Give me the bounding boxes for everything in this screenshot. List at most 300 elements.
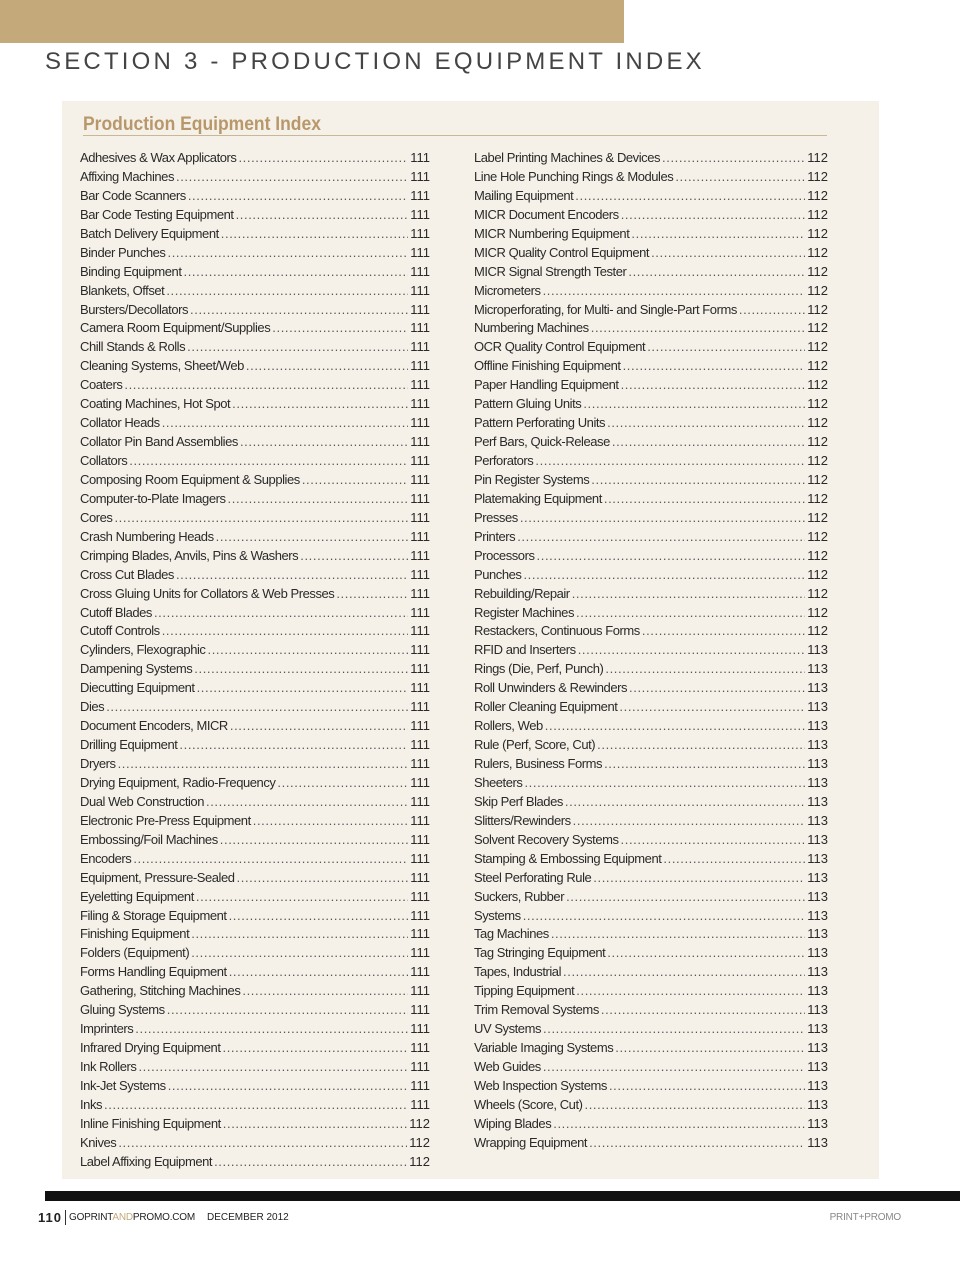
- index-entry: [474, 1115, 828, 1134]
- entry-name: Affixing Machines: [80, 168, 174, 184]
- entry-name: Encoders: [80, 850, 132, 866]
- entry-name: Document Encoders, MICR: [80, 718, 228, 734]
- title-rule: [83, 135, 827, 136]
- entry-page: 112: [807, 301, 828, 317]
- dot-leader: [739, 301, 805, 320]
- entry-page: 113: [807, 642, 828, 658]
- footer-separator: [65, 1210, 66, 1225]
- entry-page: 112: [807, 187, 828, 203]
- entry-page: 112: [409, 1153, 430, 1169]
- entry-name: Collators: [80, 453, 128, 468]
- index-entry: [474, 395, 828, 414]
- entry-page: 113: [807, 1134, 828, 1150]
- entry-page: 111: [410, 434, 430, 450]
- entry-name: Perforators: [474, 453, 534, 468]
- entry-name: Eyeletting Equipment: [80, 888, 194, 904]
- entry-page: 111: [410, 453, 430, 468]
- index-entry: [474, 925, 828, 944]
- index-entry: [80, 1020, 430, 1039]
- entry-page: 113: [807, 888, 828, 904]
- entry-page: 111: [410, 983, 430, 999]
- entry-name: Crash Numbering Heads: [80, 528, 214, 544]
- entry-name: Pin Register Systems: [474, 471, 590, 487]
- entry-name: Pattern Perforating Units: [474, 415, 606, 431]
- index-entry: [80, 547, 430, 566]
- dot-leader: [167, 1001, 409, 1020]
- index-entry: [80, 1001, 430, 1020]
- index-entry: [80, 812, 430, 831]
- entry-name: Electronic Pre-Press Equipment: [80, 812, 251, 828]
- entry-name: UV Systems: [474, 1021, 542, 1037]
- entry-name: MICR Signal Strength Tester: [474, 263, 627, 279]
- dot-leader: [214, 1153, 407, 1172]
- entry-page: 113: [807, 1096, 828, 1112]
- entry-page: 112: [807, 490, 828, 506]
- dot-leader: [168, 1077, 409, 1096]
- entry-page: 113: [807, 831, 828, 847]
- entry-page: 113: [807, 945, 828, 961]
- entry-page: 112: [807, 585, 828, 601]
- entry-name: Cores: [80, 509, 113, 525]
- entry-name: Micrometers: [474, 282, 541, 298]
- dot-leader: [621, 831, 806, 850]
- entry-page: 113: [807, 1077, 828, 1093]
- dot-leader: [162, 622, 409, 641]
- index-entry: [474, 528, 828, 547]
- index-entry: [80, 282, 430, 301]
- index-entry: [474, 982, 828, 1001]
- entry-name: Label Printing Machines & Devices: [474, 150, 661, 165]
- index-entry: [80, 963, 430, 982]
- entry-page: 113: [807, 718, 828, 734]
- entry-page: 111: [410, 471, 430, 487]
- entry-name: Microperforating, for Multi- and Single-Part Forms: [474, 301, 737, 317]
- index-entry: [80, 679, 430, 698]
- entry-page: 113: [807, 907, 828, 923]
- entry-name: Punches: [474, 566, 522, 582]
- index-entry: [80, 395, 430, 414]
- index-entry: [80, 622, 430, 641]
- index-entry: [80, 925, 430, 944]
- index-entry: [80, 793, 430, 812]
- dot-leader: [230, 717, 408, 736]
- page-number: 110: [38, 1210, 62, 1225]
- dot-leader: [604, 490, 805, 509]
- index-entry: [80, 1039, 430, 1058]
- entry-page: 111: [410, 793, 430, 809]
- site-url-suffix: PROMO.COM: [132, 1212, 196, 1223]
- entry-page: 111: [410, 566, 430, 582]
- entry-page: 111: [410, 1021, 430, 1037]
- dot-leader: [253, 812, 408, 831]
- dot-leader: [124, 376, 408, 395]
- entry-page: 111: [410, 168, 430, 184]
- entry-name: Bar Code Scanners: [80, 187, 186, 203]
- entry-name: Rollers, Web: [474, 718, 543, 734]
- entry-name: Rulers, Business Forms: [474, 756, 603, 771]
- entry-page: 111: [410, 661, 430, 677]
- index-column-left: [80, 149, 430, 1172]
- dot-leader: [631, 225, 805, 244]
- entry-page: 112: [807, 150, 828, 165]
- entry-page: 111: [410, 926, 430, 942]
- entry-name: Tag Stringing Equipment: [474, 945, 606, 961]
- entry-name: Tapes, Industrial: [474, 964, 562, 980]
- entry-name: Drilling Equipment: [80, 737, 178, 753]
- index-entry: [80, 263, 430, 282]
- entry-name: Computer-to-Plate Imagers: [80, 490, 226, 506]
- index-entry: [474, 679, 828, 698]
- entry-page: 111: [410, 1002, 430, 1018]
- entry-page: 111: [410, 1059, 430, 1074]
- entry-page: 112: [409, 1115, 430, 1131]
- entry-name: Cutoff Controls: [80, 623, 160, 639]
- entry-name: Inks: [80, 1096, 103, 1112]
- dot-leader: [228, 490, 409, 509]
- entry-name: Stamping & Embossing Equipment: [474, 850, 662, 866]
- index-entry: [80, 1153, 430, 1172]
- entry-page: 112: [807, 415, 828, 431]
- entry-page: 112: [807, 396, 828, 412]
- index-entry: [474, 433, 828, 452]
- entry-page: 111: [410, 812, 430, 828]
- index-entry: [474, 831, 828, 850]
- dot-leader: [187, 338, 408, 357]
- publication-name: PRINT+PROMO: [829, 1212, 901, 1223]
- index-entry: [474, 319, 828, 338]
- entry-page: 111: [410, 945, 430, 961]
- index-entry: [80, 907, 430, 926]
- entry-page: 111: [410, 774, 430, 790]
- entry-page: 112: [807, 453, 828, 468]
- entry-page: 111: [410, 869, 430, 885]
- entry-name: Tag Machines: [474, 926, 549, 942]
- entry-page: 111: [410, 528, 430, 544]
- dot-leader: [543, 282, 806, 301]
- dot-leader: [176, 566, 408, 585]
- index-entry: [474, 963, 828, 982]
- dot-leader: [572, 585, 806, 604]
- dot-leader: [662, 149, 805, 168]
- index-entry: [474, 263, 828, 282]
- index-entry: [474, 793, 828, 812]
- dot-leader: [207, 641, 408, 660]
- entry-name: Rings (Die, Perf, Punch): [474, 661, 604, 677]
- entry-page: 112: [807, 566, 828, 582]
- dot-leader: [566, 888, 805, 907]
- dot-leader: [194, 660, 408, 679]
- index-entry: [80, 1115, 430, 1134]
- dot-leader: [545, 717, 805, 736]
- dot-leader: [229, 963, 409, 982]
- entry-name: Collator Heads: [80, 415, 160, 431]
- dot-leader: [129, 452, 408, 471]
- entry-name: Wrapping Equipment: [474, 1134, 588, 1150]
- index-entry: [80, 414, 430, 433]
- entry-name: Cylinders, Flexographic: [80, 642, 206, 658]
- entry-page: 111: [410, 907, 430, 923]
- index-entry: [80, 338, 430, 357]
- index-entry: [80, 319, 430, 338]
- entry-page: 111: [410, 737, 430, 753]
- index-entry: [474, 471, 828, 490]
- index-entry: [474, 149, 828, 168]
- index-title: Production Equipment Index: [83, 114, 321, 135]
- index-entry: [474, 641, 828, 660]
- index-entry: [80, 604, 430, 623]
- entry-name: Suckers, Rubber: [474, 888, 565, 904]
- entry-name: Dies: [80, 699, 105, 715]
- index-entry: [474, 225, 828, 244]
- entry-page: 112: [807, 206, 828, 222]
- entry-name: Camera Room Equipment/Supplies: [80, 320, 271, 336]
- dot-leader: [612, 433, 805, 452]
- entry-page: 112: [807, 604, 828, 620]
- index-entry: [474, 698, 828, 717]
- entry-name: Slitters/Rewinders: [474, 812, 571, 828]
- entry-page: 112: [807, 320, 828, 336]
- entry-page: 112: [807, 339, 828, 355]
- entry-page: 111: [410, 301, 430, 317]
- dot-leader: [242, 982, 408, 1001]
- dot-leader: [118, 1134, 407, 1153]
- entry-name: Forms Handling Equipment: [80, 964, 227, 980]
- index-entry: [80, 1077, 430, 1096]
- dot-leader: [591, 319, 806, 338]
- entry-page: 111: [410, 282, 430, 298]
- entry-name: Systems: [474, 907, 521, 923]
- entry-name: Register Machines: [474, 604, 575, 620]
- dot-leader: [197, 679, 409, 698]
- entry-page: 111: [410, 150, 430, 165]
- index-entry: [80, 774, 430, 793]
- dot-leader: [162, 414, 409, 433]
- entry-page: 113: [807, 1002, 828, 1018]
- entry-page: 113: [807, 964, 828, 980]
- entry-name: Wheels (Score, Cut): [474, 1096, 583, 1112]
- index-entry: [474, 622, 828, 641]
- index-entry: [474, 1077, 828, 1096]
- entry-name: MICR Document Encoders: [474, 206, 619, 222]
- entry-name: Mailing Equipment: [474, 187, 574, 203]
- entry-page: 111: [410, 225, 430, 241]
- dot-leader: [188, 187, 408, 206]
- footer-left: [38, 1210, 289, 1225]
- entry-name: Cross Cut Blades: [80, 566, 174, 582]
- dot-leader: [118, 755, 409, 774]
- entry-page: 113: [807, 774, 828, 790]
- dot-leader: [628, 263, 805, 282]
- dot-leader: [191, 925, 408, 944]
- entry-page: 113: [807, 869, 828, 885]
- index-entry: [80, 566, 430, 585]
- index-entry: [474, 509, 828, 528]
- entry-page: 113: [807, 812, 828, 828]
- index-entry: [474, 1039, 828, 1058]
- dot-leader: [183, 263, 408, 282]
- dot-leader: [523, 907, 806, 926]
- dot-leader: [223, 1039, 409, 1058]
- entry-page: 113: [807, 1059, 828, 1074]
- index-entry: [80, 244, 430, 263]
- dot-leader: [154, 604, 408, 623]
- dot-leader: [302, 471, 408, 490]
- index-entry: [80, 168, 430, 187]
- entry-page: 111: [410, 377, 430, 393]
- dot-leader: [604, 755, 805, 774]
- entry-name: RFID and Inserters: [474, 642, 576, 658]
- entry-name: Offline Finishing Equipment: [474, 358, 621, 374]
- entry-name: Steel Perforating Rule: [474, 869, 592, 885]
- site-url[interactable]: [69, 1212, 195, 1223]
- entry-name: Numbering Machines: [474, 320, 589, 336]
- index-entry: [474, 168, 828, 187]
- dot-leader: [663, 850, 805, 869]
- entry-page: 111: [410, 699, 430, 715]
- index-entry: [80, 755, 430, 774]
- entry-name: Skip Perf Blades: [474, 793, 563, 809]
- dot-leader: [220, 831, 408, 850]
- index-entry: [80, 471, 430, 490]
- index-entry: [474, 736, 828, 755]
- entry-page: 112: [807, 471, 828, 487]
- dot-leader: [576, 604, 805, 623]
- entry-page: 111: [410, 623, 430, 639]
- entry-page: 111: [410, 509, 430, 525]
- dot-leader: [535, 452, 805, 471]
- dot-leader: [642, 622, 805, 641]
- entry-name: Filing & Storage Equipment: [80, 907, 227, 923]
- dot-leader: [597, 736, 805, 755]
- entry-page: 111: [410, 1077, 430, 1093]
- entry-page: 111: [410, 756, 430, 771]
- dot-leader: [240, 433, 408, 452]
- dot-leader: [237, 869, 409, 888]
- dot-leader: [591, 471, 805, 490]
- entry-page: 113: [807, 793, 828, 809]
- index-entry: [80, 982, 430, 1001]
- entry-page: 111: [410, 206, 430, 222]
- dot-leader: [190, 301, 408, 320]
- entry-page: 111: [410, 358, 430, 374]
- index-entry: [474, 357, 828, 376]
- dot-leader: [565, 793, 805, 812]
- dot-leader: [621, 376, 806, 395]
- dot-leader: [575, 187, 805, 206]
- dot-leader: [584, 1096, 805, 1115]
- dot-leader: [138, 1058, 408, 1077]
- index-entry: [80, 888, 430, 907]
- index-entry: [80, 1096, 430, 1115]
- index-entry: [80, 831, 430, 850]
- entry-name: Label Affixing Equipment: [80, 1153, 213, 1169]
- entry-name: Sheeters: [474, 774, 523, 790]
- entry-name: Drying Equipment, Radio-Frequency: [80, 774, 276, 790]
- dot-leader: [206, 793, 408, 812]
- dot-leader: [232, 395, 408, 414]
- dot-leader: [229, 907, 409, 926]
- entry-name: Folders (Equipment): [80, 945, 190, 961]
- site-url-accent: AND: [112, 1212, 133, 1223]
- entry-name: Roller Cleaning Equipment: [474, 699, 618, 715]
- index-entry: [80, 149, 430, 168]
- entry-name: Collator Pin Band Assemblies: [80, 434, 238, 450]
- dot-leader: [589, 1134, 805, 1153]
- entry-page: 113: [807, 1115, 828, 1131]
- index-entry: [80, 452, 430, 471]
- entry-name: Equipment, Pressure-Sealed: [80, 869, 235, 885]
- entry-page: 111: [410, 396, 430, 412]
- index-entry: [80, 698, 430, 717]
- index-entry: [80, 850, 430, 869]
- index-entry: [80, 1058, 430, 1077]
- entry-name: Infrared Drying Equipment: [80, 1040, 221, 1056]
- dot-leader: [133, 850, 408, 869]
- dot-leader: [106, 698, 408, 717]
- dot-leader: [524, 774, 805, 793]
- entry-name: Embossing/Foil Machines: [80, 831, 218, 847]
- entry-page: 112: [807, 358, 828, 374]
- dot-leader: [629, 679, 805, 698]
- index-entry: [80, 528, 430, 547]
- index-entry: [474, 717, 828, 736]
- index-entry: [80, 1134, 430, 1153]
- entry-name: Solvent Recovery Systems: [474, 831, 619, 847]
- entry-name: Imprinters: [80, 1021, 134, 1037]
- entry-page: 113: [807, 680, 828, 696]
- entry-name: Coating Machines, Hot Spot: [80, 396, 231, 412]
- dot-leader: [647, 338, 805, 357]
- dot-leader: [246, 357, 408, 376]
- dot-leader: [607, 414, 805, 433]
- dot-leader: [543, 1020, 805, 1039]
- dot-leader: [523, 566, 805, 585]
- entry-name: Ink-Jet Systems: [80, 1077, 166, 1093]
- index-entry: [474, 282, 828, 301]
- entry-page: 112: [807, 547, 828, 563]
- dot-leader: [176, 168, 408, 187]
- entry-page: 111: [410, 1096, 430, 1112]
- dot-leader: [236, 206, 409, 225]
- entry-page: 112: [807, 225, 828, 241]
- entry-name: Inline Finishing Equipment: [80, 1115, 221, 1131]
- dot-leader: [238, 149, 408, 168]
- entry-page: 112: [807, 282, 828, 298]
- index-entry: [474, 452, 828, 471]
- entry-page: 111: [410, 964, 430, 980]
- index-entry: [474, 1096, 828, 1115]
- entry-name: Composing Room Equipment & Supplies: [80, 471, 300, 487]
- entry-page: 111: [410, 187, 430, 203]
- entry-name: Rule (Perf, Score, Cut): [474, 737, 596, 753]
- entry-page: 112: [807, 434, 828, 450]
- dot-leader: [114, 509, 408, 528]
- dot-leader: [543, 1058, 805, 1077]
- index-entry: [80, 944, 430, 963]
- index-entry: [474, 1001, 828, 1020]
- index-entry: [474, 604, 828, 623]
- entry-name: Trim Removal Systems: [474, 1002, 599, 1018]
- index-entry: [474, 774, 828, 793]
- entry-page: 111: [410, 585, 430, 601]
- dot-leader: [216, 528, 409, 547]
- index-entry: [80, 490, 430, 509]
- entry-name: Web Guides: [474, 1059, 541, 1074]
- index-entry: [80, 206, 430, 225]
- dot-leader: [607, 944, 805, 963]
- entry-page: 112: [807, 509, 828, 525]
- entry-name: Pattern Gluing Units: [474, 396, 582, 412]
